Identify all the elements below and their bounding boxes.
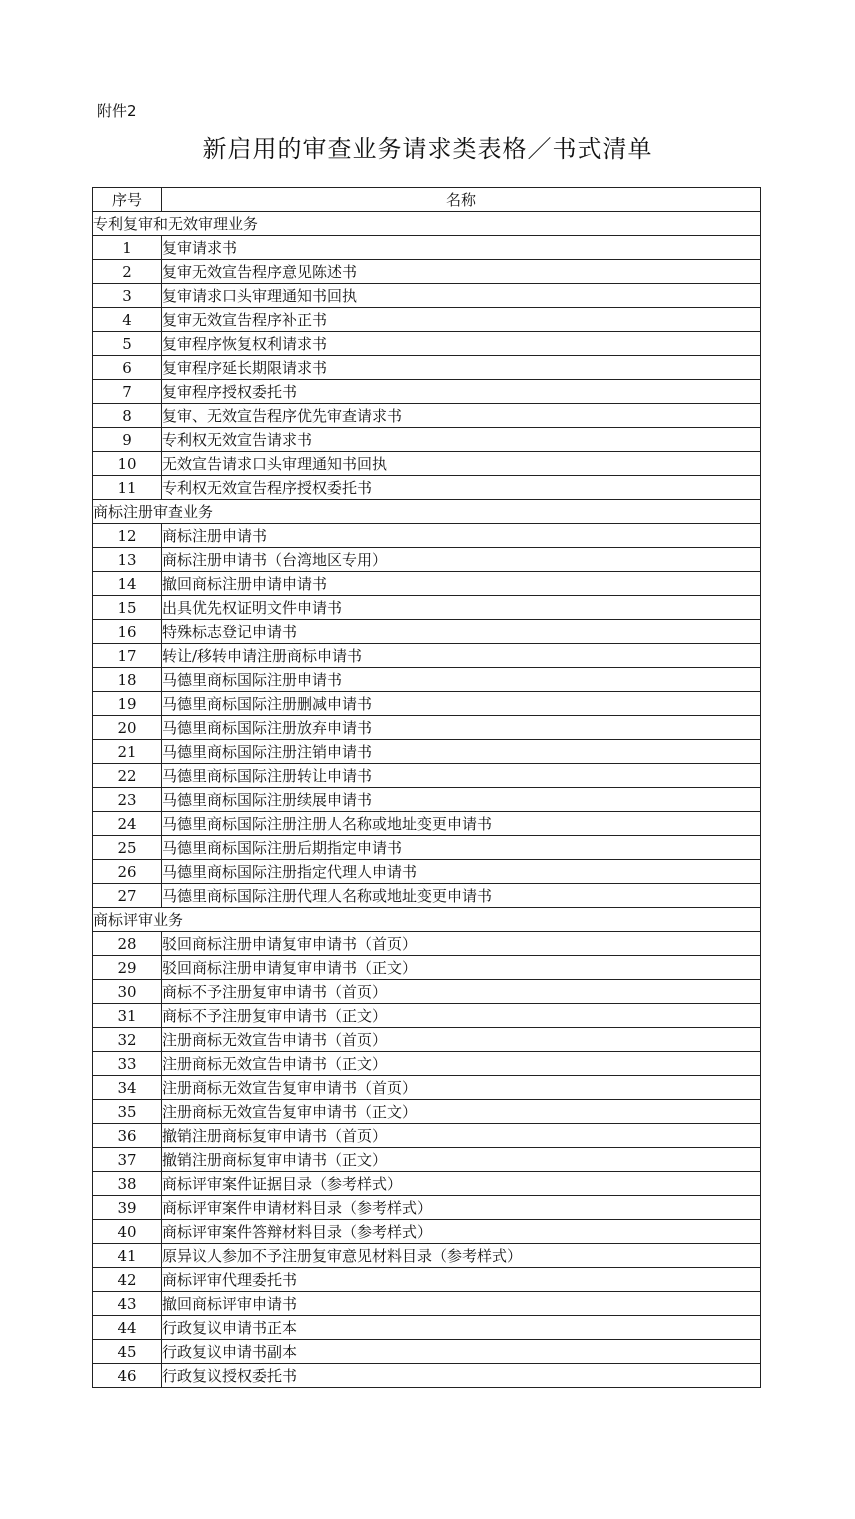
row-form-name: 行政复议申请书副本	[162, 1340, 761, 1364]
row-form-name: 复审无效宣告程序补正书	[162, 308, 761, 332]
row-number: 29	[93, 956, 162, 980]
table-row	[93, 1292, 761, 1316]
row-form-name: 马德里商标国际注册代理人名称或地址变更申请书	[162, 884, 761, 908]
row-number: 11	[93, 476, 162, 500]
row-number: 27	[93, 884, 162, 908]
table-row	[93, 1004, 761, 1028]
row-form-name: 马德里商标国际注册注销申请书	[162, 740, 761, 764]
table-row	[93, 404, 761, 428]
row-form-name: 商标注册申请书	[162, 524, 761, 548]
row-number: 39	[93, 1196, 162, 1220]
table-row	[93, 812, 761, 836]
row-form-name: 马德里商标国际注册申请书	[162, 668, 761, 692]
row-form-name: 复审请求口头审理通知书回执	[162, 284, 761, 308]
table-row	[93, 1340, 761, 1364]
row-number: 4	[93, 308, 162, 332]
row-form-name: 转让/移转申请注册商标申请书	[162, 644, 761, 668]
row-form-name: 注册商标无效宣告复审申请书（正文）	[162, 1100, 761, 1124]
section-row	[93, 500, 761, 524]
row-number: 26	[93, 860, 162, 884]
row-form-name: 马德里商标国际注册后期指定申请书	[162, 836, 761, 860]
table-row	[93, 476, 761, 500]
row-number: 3	[93, 284, 162, 308]
row-form-name: 商标评审案件申请材料目录（参考样式）	[162, 1196, 761, 1220]
row-number: 42	[93, 1268, 162, 1292]
table-row	[93, 452, 761, 476]
row-number: 9	[93, 428, 162, 452]
table-row	[93, 1316, 761, 1340]
row-number: 40	[93, 1220, 162, 1244]
table-row	[93, 284, 761, 308]
row-number: 14	[93, 572, 162, 596]
table-row	[93, 1220, 761, 1244]
row-number: 41	[93, 1244, 162, 1268]
row-number: 15	[93, 596, 162, 620]
table-row	[93, 644, 761, 668]
row-number: 37	[93, 1148, 162, 1172]
table-row	[93, 1364, 761, 1388]
row-number: 17	[93, 644, 162, 668]
table-header-row	[93, 188, 761, 212]
table-row	[93, 692, 761, 716]
row-number: 33	[93, 1052, 162, 1076]
row-number: 31	[93, 1004, 162, 1028]
row-number: 24	[93, 812, 162, 836]
row-form-name: 撤销注册商标复审申请书（首页）	[162, 1124, 761, 1148]
table-row	[93, 1172, 761, 1196]
table-row	[93, 1244, 761, 1268]
row-form-name: 复审程序授权委托书	[162, 380, 761, 404]
table-row	[93, 356, 761, 380]
row-number: 20	[93, 716, 162, 740]
row-form-name: 撤销注册商标复审申请书（正文）	[162, 1148, 761, 1172]
table-row	[93, 1124, 761, 1148]
row-number: 12	[93, 524, 162, 548]
table-row	[93, 956, 761, 980]
table-row	[93, 716, 761, 740]
row-number: 43	[93, 1292, 162, 1316]
table-row	[93, 620, 761, 644]
table-row	[93, 860, 761, 884]
table-row	[93, 1148, 761, 1172]
table-row	[93, 788, 761, 812]
row-number: 30	[93, 980, 162, 1004]
row-form-name: 复审程序延长期限请求书	[162, 356, 761, 380]
row-form-name: 商标不予注册复审申请书（正文）	[162, 1004, 761, 1028]
table-row	[93, 260, 761, 284]
row-form-name: 原异议人参加不予注册复审意见材料目录（参考样式）	[162, 1244, 761, 1268]
row-number: 45	[93, 1340, 162, 1364]
row-form-name: 专利权无效宣告请求书	[162, 428, 761, 452]
row-number: 38	[93, 1172, 162, 1196]
table-row	[93, 980, 761, 1004]
row-form-name: 商标评审案件证据目录（参考样式）	[162, 1172, 761, 1196]
row-number: 19	[93, 692, 162, 716]
row-number: 34	[93, 1076, 162, 1100]
table-row	[93, 1268, 761, 1292]
row-form-name: 商标评审案件答辩材料目录（参考样式）	[162, 1220, 761, 1244]
table-row	[93, 836, 761, 860]
table-row	[93, 668, 761, 692]
row-form-name: 专利权无效宣告程序授权委托书	[162, 476, 761, 500]
row-number: 16	[93, 620, 162, 644]
table-row	[93, 596, 761, 620]
row-form-name: 驳回商标注册申请复审申请书（首页）	[162, 932, 761, 956]
row-form-name: 行政复议授权委托书	[162, 1364, 761, 1388]
row-form-name: 特殊标志登记申请书	[162, 620, 761, 644]
row-number: 21	[93, 740, 162, 764]
row-form-name: 复审、无效宣告程序优先审查请求书	[162, 404, 761, 428]
row-number: 44	[93, 1316, 162, 1340]
row-form-name: 驳回商标注册申请复审申请书（正文）	[162, 956, 761, 980]
row-form-name: 无效宣告请求口头审理通知书回执	[162, 452, 761, 476]
column-header-number: 序号	[93, 188, 162, 212]
row-form-name: 注册商标无效宣告申请书（首页）	[162, 1028, 761, 1052]
table-row	[93, 428, 761, 452]
row-number: 36	[93, 1124, 162, 1148]
row-number: 6	[93, 356, 162, 380]
row-number: 22	[93, 764, 162, 788]
table-row	[93, 332, 761, 356]
section-heading: 商标评审业务	[93, 908, 761, 932]
row-form-name: 行政复议申请书正本	[162, 1316, 761, 1340]
table-row	[93, 740, 761, 764]
row-form-name: 马德里商标国际注册指定代理人申请书	[162, 860, 761, 884]
row-form-name: 马德里商标国际注册删减申请书	[162, 692, 761, 716]
row-number: 10	[93, 452, 162, 476]
table-row	[93, 524, 761, 548]
table-row	[93, 1196, 761, 1220]
section-heading: 专利复审和无效审理业务	[93, 212, 761, 236]
row-form-name: 复审程序恢复权利请求书	[162, 332, 761, 356]
row-form-name: 马德里商标国际注册放弃申请书	[162, 716, 761, 740]
row-form-name: 撤回商标评审申请书	[162, 1292, 761, 1316]
row-number: 18	[93, 668, 162, 692]
section-row	[93, 908, 761, 932]
row-number: 23	[93, 788, 162, 812]
table-row	[93, 380, 761, 404]
row-form-name: 注册商标无效宣告申请书（正文）	[162, 1052, 761, 1076]
row-form-name: 复审请求书	[162, 236, 761, 260]
row-number: 2	[93, 260, 162, 284]
forms-table	[92, 187, 761, 1388]
row-number: 1	[93, 236, 162, 260]
row-number: 8	[93, 404, 162, 428]
row-form-name: 出具优先权证明文件申请书	[162, 596, 761, 620]
row-number: 35	[93, 1100, 162, 1124]
column-header-name: 名称	[162, 188, 761, 212]
row-number: 5	[93, 332, 162, 356]
row-form-name: 马德里商标国际注册续展申请书	[162, 788, 761, 812]
row-form-name: 撤回商标注册申请申请书	[162, 572, 761, 596]
row-form-name: 商标不予注册复审申请书（首页）	[162, 980, 761, 1004]
row-form-name: 马德里商标国际注册注册人名称或地址变更申请书	[162, 812, 761, 836]
row-number: 46	[93, 1364, 162, 1388]
row-form-name: 马德里商标国际注册转让申请书	[162, 764, 761, 788]
table-row	[93, 1028, 761, 1052]
document-title: 新启用的审查业务请求类表格／书式清单	[202, 135, 653, 163]
row-form-name: 商标注册申请书（台湾地区专用）	[162, 548, 761, 572]
table-row	[93, 932, 761, 956]
table-row	[93, 1076, 761, 1100]
table-body	[93, 212, 761, 1388]
row-number: 28	[93, 932, 162, 956]
table-row	[93, 548, 761, 572]
row-form-name: 复审无效宣告程序意见陈述书	[162, 260, 761, 284]
table-row	[93, 308, 761, 332]
row-number: 13	[93, 548, 162, 572]
row-number: 25	[93, 836, 162, 860]
section-row	[93, 212, 761, 236]
table-row	[93, 1100, 761, 1124]
table-row	[93, 884, 761, 908]
row-number: 7	[93, 380, 162, 404]
section-heading: 商标注册审查业务	[93, 500, 761, 524]
table-row	[93, 1052, 761, 1076]
row-form-name: 商标评审代理委托书	[162, 1268, 761, 1292]
table-row	[93, 764, 761, 788]
attachment-label: 附件2	[97, 102, 137, 120]
row-number: 32	[93, 1028, 162, 1052]
table-row	[93, 572, 761, 596]
row-form-name: 注册商标无效宣告复审申请书（首页）	[162, 1076, 761, 1100]
table-row	[93, 236, 761, 260]
